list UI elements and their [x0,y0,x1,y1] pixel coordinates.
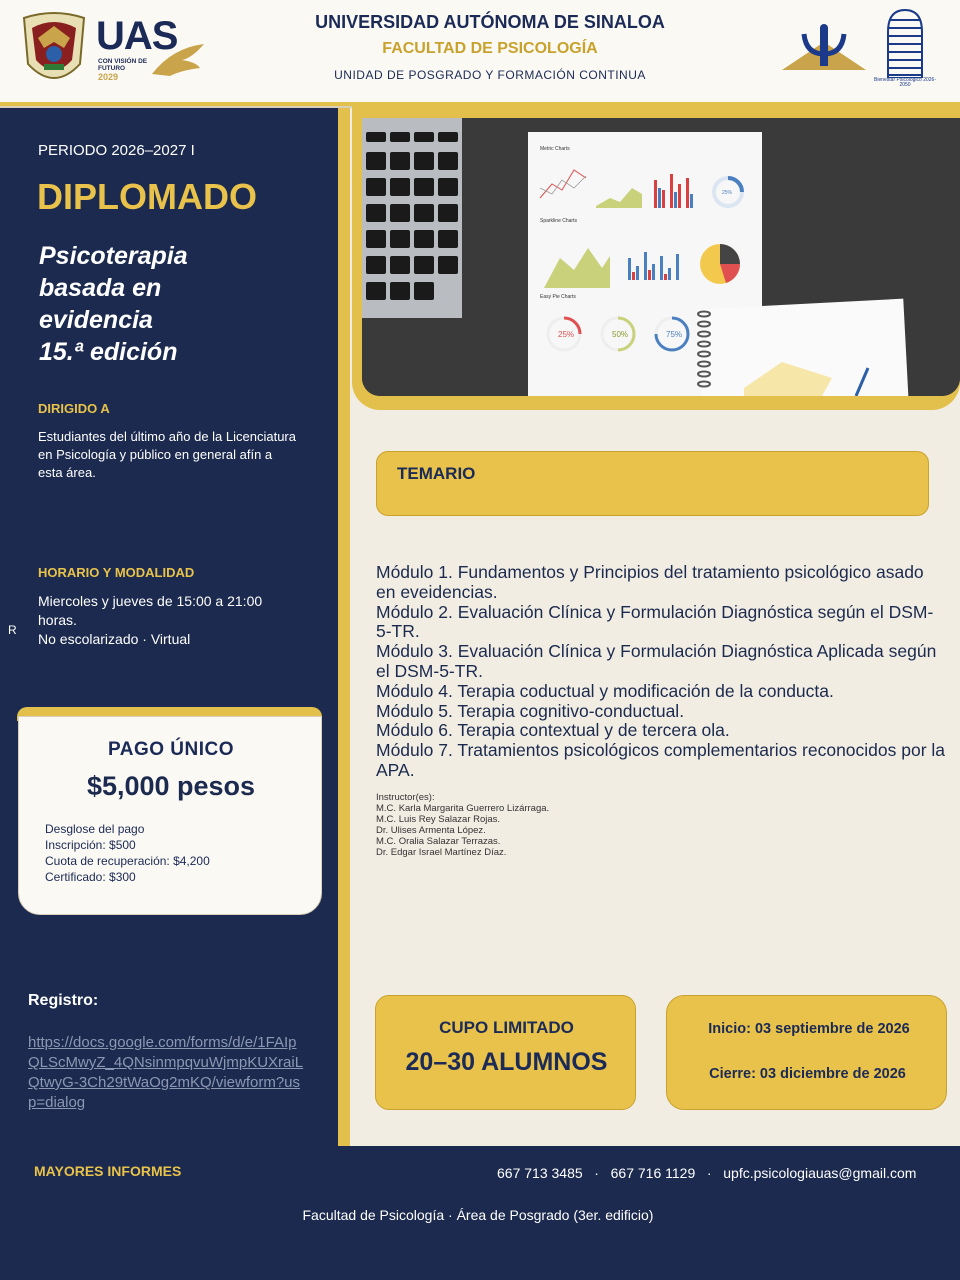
course-title [39,240,319,368]
pago-line: Desglose del pago [45,822,145,836]
course-title-line: Psicoterapia [39,242,188,270]
uas-logo-subtitle: CON VISIÓN DE FUTURO [98,58,148,72]
module-list [376,563,946,781]
cupo-card [375,995,636,1110]
dirigido-body: Estudiantes del último año de la Licenciatura en Psicología y público en general afín a esta área. [38,429,296,480]
eagle-icon [152,44,204,80]
header-photo [362,118,960,396]
cupo-title: CUPO LIMITADO [439,1018,574,1037]
pie-pct-1: 25% [558,330,575,339]
temario-label: TEMARIO [397,464,476,483]
desk-illustration [362,118,960,396]
diplomado-heading: DIPLOMADO [37,176,257,217]
psychology-logo-icon [782,24,866,70]
pago-breakdown [45,821,210,885]
mayores-informes-label: MAYORES INFORMES [34,1163,182,1179]
module-item: Módulo 4. Terapia coductual y modificación de la conducta. [376,680,834,701]
uas-logo-text: UAS [96,14,178,58]
instructor-line: M.C. Oralia Salazar Terrazas. [376,835,501,847]
instructor-line: M.C. Karla Margarita Guerrero Lizárraga. [376,802,550,814]
pago-line: Certificado: $300 [45,870,136,884]
temario-banner [376,451,929,516]
module-item: Módulo 6. Terapia contextual y de tercera ola. [376,720,730,741]
course-title-line: basada en [39,274,162,302]
fechas-card [666,995,947,1110]
pie-pct-3: 75% [666,330,683,339]
course-title-line: 15.ª edición [39,338,178,366]
bienestar-logo [874,8,936,90]
pago-line: Cuota de recuperación: $4,200 [45,854,210,868]
faculty-title: FACULTAD DE PSICOLOGÍA [382,40,598,57]
pago-line: Inscripción: $500 [45,838,136,852]
sheet-title: Metric Charts [540,146,570,152]
module-item: Módulo 3. Evaluación Clínica y Formulación Diagnóstica Aplicada según el DSM-5-TR. [376,641,937,681]
horario-heading: HORARIO Y MODALIDAD [38,565,195,580]
module-item: Módulo 1. Fundamentos y Principios del tratamiento psicológico asado en eveidencias. [376,562,924,602]
instructor-line: Dr. Edgar Israel Martínez Díaz. [376,846,507,858]
uas-logo-year: 2029 [98,72,119,82]
sparkline-title: Sparkline Charts [540,218,577,224]
pago-card [18,716,322,915]
uas-logo [96,14,204,84]
instructor-line: Instructor(es): [376,792,435,803]
small-pct: 25% [722,190,733,196]
modalidad-text: No escolarizado · Virtual [38,631,191,647]
university-title: UNIVERSIDAD AUTÓNOMA DE SINALOA [315,12,665,32]
facultad-address: Facultad de Psicología · Área de Posgrado (3er. edificio) [302,1207,654,1223]
bienestar-logo-text: Bienestar Psicológico 2026-2050 [874,77,936,88]
pie-title: Easy Pie Charts [540,294,576,300]
side-mark: R [8,623,17,637]
contact-info: 667 713 3485 · 667 716 1129 · upfc.psicologiauas@gmail.com [497,1165,917,1181]
periodo-label: PERIODO 2026–2027 I [38,142,195,159]
module-item: Módulo 2. Evaluación Clínica y Formulación Diagnóstica según el DSM-5-TR. [376,601,934,642]
instructor-list [376,793,549,858]
pago-title: PAGO ÚNICO [107,739,235,760]
instructor-line: Dr. Ulises Armenta López. [376,824,486,836]
module-item: Módulo 5. Terapia cognitivo-conductual. [376,700,685,721]
left-panel-stripe [338,108,350,1146]
uas-shield-logo-icon [18,8,90,92]
fecha-cierre: Cierre: 03 diciembre de 2026 [709,1066,906,1082]
pago-price: $5,000 pesos [86,771,256,801]
instructor-line: M.C. Luis Rey Salazar Rojas. [376,813,501,825]
registro-label: Registro: [28,992,99,1009]
horario-body: Miercoles y jueves de 15:00 a 21:00 horas. [38,593,263,628]
pie-pct-2: 50% [612,330,629,339]
fecha-inicio: Inicio: 03 septiembre de 2026 [708,1021,910,1037]
registro-link[interactable]: https://docs.google.com/forms/d/e/1FAIpQLScMwyZ_4QNsinmpqvuWjmpKUXraiLQtwyG-3Ch29tWaOg2mKQ/viewform?usp=dialog [28,1034,304,1111]
cupo-number: 20–30 ALUMNOS [405,1048,608,1076]
course-title-line: evidencia [39,306,153,334]
unit-title: UNIDAD DE POSGRADO Y FORMACIÓN CONTINUA [334,68,646,82]
module-item: Módulo 7. Tratamientos psicológicos complementarios reconocidos por la APA. [376,740,946,780]
bienestar-head-icon [878,8,932,78]
dirigido-heading: DIRIGIDO A [38,401,110,416]
